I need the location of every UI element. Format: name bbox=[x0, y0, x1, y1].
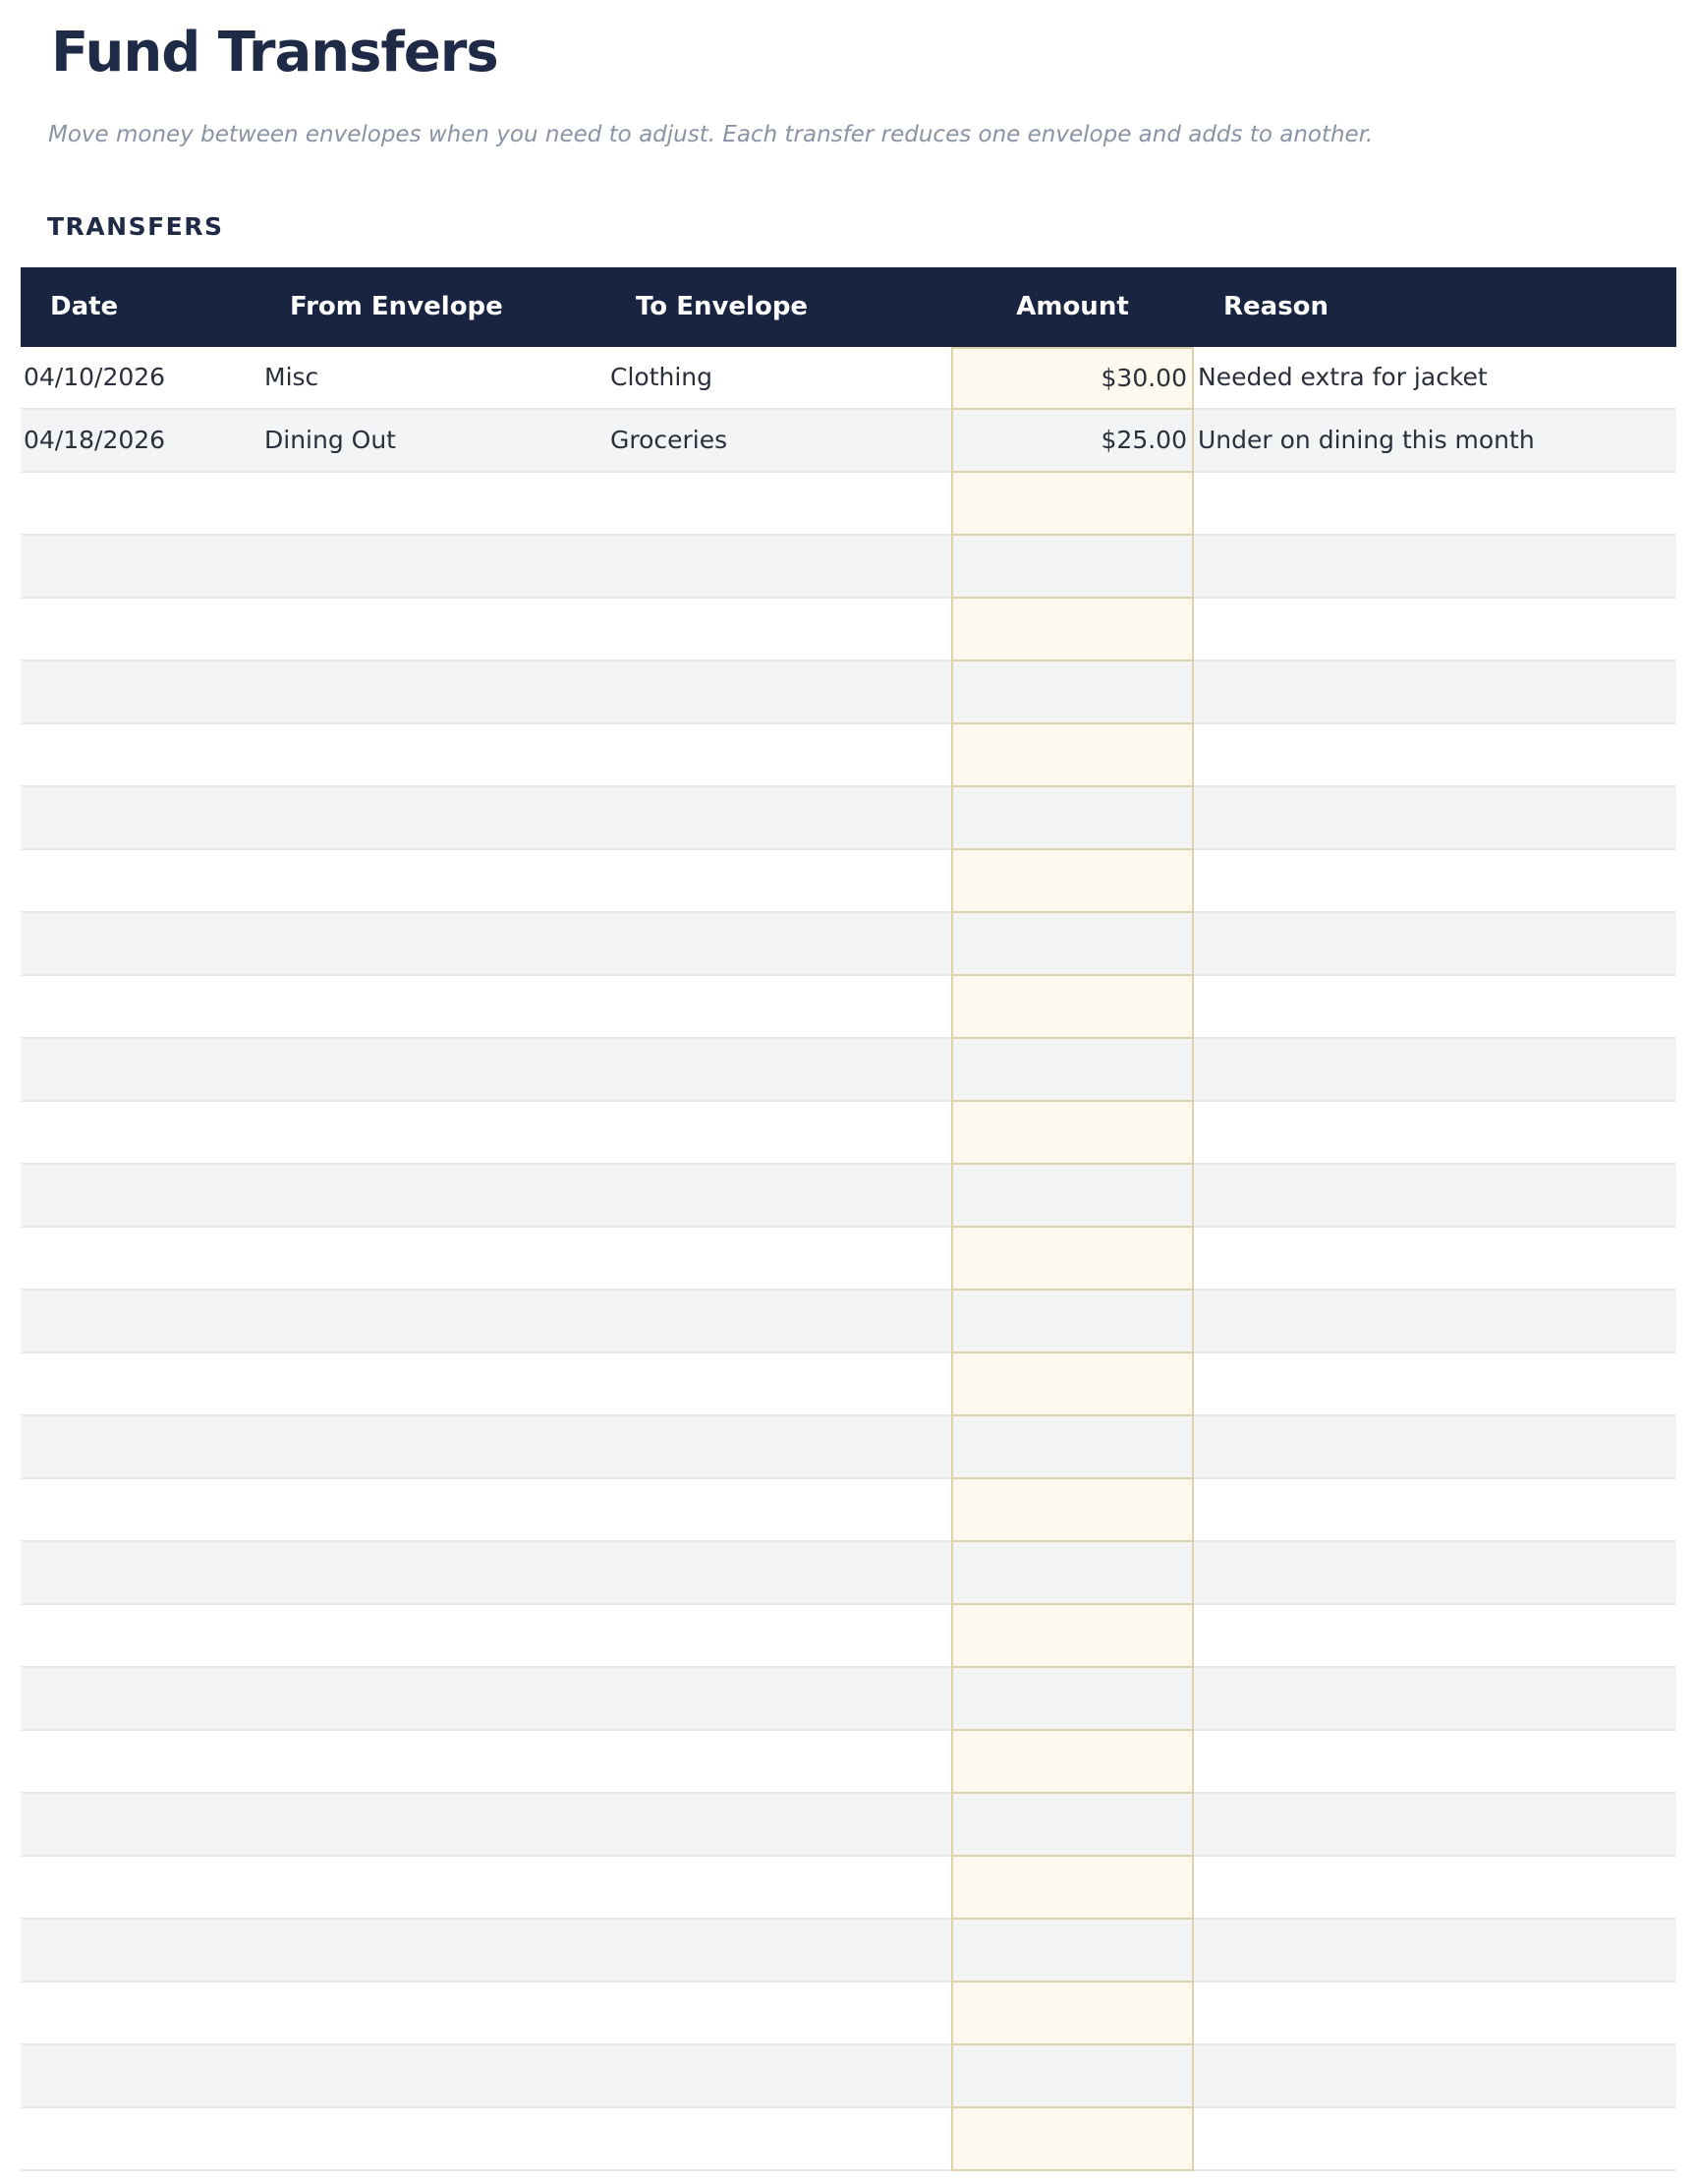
empty-transfer-row bbox=[21, 1291, 1676, 1353]
reason-cell bbox=[1194, 536, 1676, 599]
to-envelope-cell bbox=[606, 1102, 951, 1165]
to-envelope-cell: Clothing bbox=[606, 347, 951, 410]
from-envelope-cell bbox=[260, 1479, 606, 1542]
amount-cell[interactable] bbox=[951, 976, 1194, 1039]
reason-cell bbox=[1194, 1983, 1676, 2045]
to-envelope-cell bbox=[606, 661, 951, 724]
from-envelope-cell bbox=[260, 1983, 606, 2045]
date-cell bbox=[21, 850, 260, 913]
amount-cell[interactable] bbox=[951, 913, 1194, 976]
empty-transfer-row bbox=[21, 1983, 1676, 2045]
date-cell bbox=[21, 976, 260, 1039]
reason-cell bbox=[1194, 1416, 1676, 1479]
empty-transfer-row bbox=[21, 1605, 1676, 1668]
amount-cell[interactable] bbox=[951, 724, 1194, 787]
to-envelope-cell bbox=[606, 2108, 951, 2171]
amount-cell[interactable] bbox=[951, 661, 1194, 724]
empty-transfer-row bbox=[21, 724, 1676, 787]
from-envelope-cell bbox=[260, 1102, 606, 1165]
reason-cell bbox=[1194, 661, 1676, 724]
column-header-from-envelope: From Envelope bbox=[260, 267, 606, 347]
amount-cell[interactable] bbox=[951, 1353, 1194, 1416]
transfer-row bbox=[21, 410, 1676, 473]
empty-transfer-row bbox=[21, 1228, 1676, 1291]
reason-cell bbox=[1194, 787, 1676, 850]
reason-cell bbox=[1194, 1857, 1676, 1920]
from-envelope-cell bbox=[260, 913, 606, 976]
empty-transfer-row bbox=[21, 1731, 1676, 1794]
amount-cell[interactable] bbox=[951, 1479, 1194, 1542]
empty-transfer-row bbox=[21, 976, 1676, 1039]
reason-cell bbox=[1194, 976, 1676, 1039]
date-cell bbox=[21, 1983, 260, 2045]
reason-cell bbox=[1194, 1291, 1676, 1353]
amount-cell[interactable] bbox=[951, 1920, 1194, 1983]
to-envelope-cell bbox=[606, 1228, 951, 1291]
from-envelope-cell bbox=[260, 850, 606, 913]
from-envelope-cell bbox=[260, 1731, 606, 1794]
date-cell bbox=[21, 913, 260, 976]
amount-cell[interactable] bbox=[951, 599, 1194, 661]
to-envelope-cell bbox=[606, 1353, 951, 1416]
reason-cell bbox=[1194, 1920, 1676, 1983]
date-cell bbox=[21, 1668, 260, 1731]
reason-cell bbox=[1194, 1731, 1676, 1794]
to-envelope-cell bbox=[606, 473, 951, 536]
amount-cell[interactable]: $25.00 bbox=[951, 410, 1194, 473]
column-header-reason: Reason bbox=[1194, 267, 1676, 347]
empty-transfer-row bbox=[21, 1479, 1676, 1542]
reason-cell bbox=[1194, 2108, 1676, 2171]
from-envelope-cell bbox=[260, 787, 606, 850]
empty-transfer-row bbox=[21, 1668, 1676, 1731]
reason-cell bbox=[1194, 850, 1676, 913]
to-envelope-cell bbox=[606, 1291, 951, 1353]
date-cell bbox=[21, 1165, 260, 1228]
from-envelope-cell bbox=[260, 1416, 606, 1479]
from-envelope-cell bbox=[260, 1794, 606, 1857]
reason-cell bbox=[1194, 1542, 1676, 1605]
from-envelope-cell bbox=[260, 1920, 606, 1983]
empty-transfer-row bbox=[21, 1416, 1676, 1479]
from-envelope-cell bbox=[260, 976, 606, 1039]
empty-transfer-row bbox=[21, 1920, 1676, 1983]
reason-cell bbox=[1194, 724, 1676, 787]
date-cell: 04/18/2026 bbox=[21, 410, 260, 473]
amount-cell[interactable] bbox=[951, 1542, 1194, 1605]
amount-cell[interactable] bbox=[951, 2108, 1194, 2171]
empty-transfer-row bbox=[21, 787, 1676, 850]
date-cell bbox=[21, 1605, 260, 1668]
table-body bbox=[21, 347, 1676, 2171]
section-label: TRANSFERS bbox=[47, 212, 224, 242]
table-header-row bbox=[21, 267, 1676, 347]
date-cell bbox=[21, 1039, 260, 1102]
date-cell bbox=[21, 2045, 260, 2108]
to-envelope-cell bbox=[606, 1039, 951, 1102]
reason-cell bbox=[1194, 599, 1676, 661]
page-subtitle: Move money between envelopes when you need to adjust. Each transfer reduces one envelope and adds to another. bbox=[48, 122, 1374, 148]
column-header-date: Date bbox=[21, 267, 260, 347]
to-envelope-cell bbox=[606, 1479, 951, 1542]
amount-cell[interactable] bbox=[951, 1668, 1194, 1731]
reason-cell bbox=[1194, 1479, 1676, 1542]
to-envelope-cell bbox=[606, 1165, 951, 1228]
to-envelope-cell bbox=[606, 1920, 951, 1983]
empty-transfer-row bbox=[21, 2108, 1676, 2171]
from-envelope-cell bbox=[260, 1857, 606, 1920]
date-cell bbox=[21, 787, 260, 850]
amount-cell[interactable] bbox=[951, 1983, 1194, 2045]
date-cell bbox=[21, 1920, 260, 1983]
reason-cell bbox=[1194, 1165, 1676, 1228]
empty-transfer-row bbox=[21, 850, 1676, 913]
from-envelope-cell bbox=[260, 599, 606, 661]
date-cell bbox=[21, 1479, 260, 1542]
date-cell bbox=[21, 1857, 260, 1920]
to-envelope-cell bbox=[606, 1983, 951, 2045]
transfers-table bbox=[21, 267, 1676, 2171]
empty-transfer-row bbox=[21, 1542, 1676, 1605]
amount-cell[interactable] bbox=[951, 536, 1194, 599]
date-cell bbox=[21, 1794, 260, 1857]
reason-cell bbox=[1194, 2045, 1676, 2108]
from-envelope-cell bbox=[260, 1605, 606, 1668]
amount-cell[interactable] bbox=[951, 1857, 1194, 1920]
amount-cell[interactable]: $30.00 bbox=[951, 347, 1194, 410]
to-envelope-cell bbox=[606, 976, 951, 1039]
reason-cell bbox=[1194, 1039, 1676, 1102]
amount-cell[interactable] bbox=[951, 2045, 1194, 2108]
transfer-row bbox=[21, 347, 1676, 410]
to-envelope-cell bbox=[606, 850, 951, 913]
date-cell bbox=[21, 1416, 260, 1479]
reason-cell bbox=[1194, 1102, 1676, 1165]
reason-cell bbox=[1194, 473, 1676, 536]
amount-cell[interactable] bbox=[951, 473, 1194, 536]
from-envelope-cell bbox=[260, 661, 606, 724]
date-cell bbox=[21, 1228, 260, 1291]
empty-transfer-row bbox=[21, 913, 1676, 976]
to-envelope-cell bbox=[606, 724, 951, 787]
amount-cell[interactable] bbox=[951, 1605, 1194, 1668]
date-cell bbox=[21, 473, 260, 536]
amount-cell[interactable] bbox=[951, 1039, 1194, 1102]
to-envelope-cell bbox=[606, 1416, 951, 1479]
from-envelope-cell bbox=[260, 1228, 606, 1291]
to-envelope-cell bbox=[606, 1794, 951, 1857]
date-cell bbox=[21, 724, 260, 787]
date-cell bbox=[21, 536, 260, 599]
amount-cell[interactable] bbox=[951, 787, 1194, 850]
date-cell: 04/10/2026 bbox=[21, 347, 260, 410]
to-envelope-cell bbox=[606, 1731, 951, 1794]
empty-transfer-row bbox=[21, 536, 1676, 599]
empty-transfer-row bbox=[21, 661, 1676, 724]
from-envelope-cell bbox=[260, 536, 606, 599]
reason-cell bbox=[1194, 1228, 1676, 1291]
amount-cell[interactable] bbox=[951, 1416, 1194, 1479]
to-envelope-cell bbox=[606, 1668, 951, 1731]
empty-transfer-row bbox=[21, 2045, 1676, 2108]
date-cell bbox=[21, 1731, 260, 1794]
to-envelope-cell bbox=[606, 1542, 951, 1605]
amount-cell[interactable] bbox=[951, 1165, 1194, 1228]
to-envelope-cell: Groceries bbox=[606, 410, 951, 473]
to-envelope-cell bbox=[606, 2045, 951, 2108]
to-envelope-cell bbox=[606, 599, 951, 661]
amount-cell[interactable] bbox=[951, 1228, 1194, 1291]
column-header-to-envelope: To Envelope bbox=[606, 267, 951, 347]
date-cell bbox=[21, 599, 260, 661]
reason-cell: Needed extra for jacket bbox=[1194, 347, 1676, 410]
from-envelope-cell bbox=[260, 724, 606, 787]
reason-cell: Under on dining this month bbox=[1194, 410, 1676, 473]
from-envelope-cell bbox=[260, 473, 606, 536]
date-cell bbox=[21, 1102, 260, 1165]
reason-cell bbox=[1194, 1353, 1676, 1416]
from-envelope-cell bbox=[260, 1542, 606, 1605]
from-envelope-cell: Misc bbox=[260, 347, 606, 410]
to-envelope-cell bbox=[606, 536, 951, 599]
from-envelope-cell bbox=[260, 1165, 606, 1228]
empty-transfer-row bbox=[21, 473, 1676, 536]
amount-cell[interactable] bbox=[951, 1102, 1194, 1165]
empty-transfer-row bbox=[21, 1165, 1676, 1228]
reason-cell bbox=[1194, 1794, 1676, 1857]
reason-cell bbox=[1194, 1668, 1676, 1731]
amount-cell[interactable] bbox=[951, 1731, 1194, 1794]
from-envelope-cell bbox=[260, 1668, 606, 1731]
from-envelope-cell bbox=[260, 1039, 606, 1102]
empty-transfer-row bbox=[21, 1102, 1676, 1165]
to-envelope-cell bbox=[606, 787, 951, 850]
from-envelope-cell bbox=[260, 2045, 606, 2108]
from-envelope-cell: Dining Out bbox=[260, 410, 606, 473]
date-cell bbox=[21, 1291, 260, 1353]
column-header-amount: Amount bbox=[951, 267, 1194, 347]
empty-transfer-row bbox=[21, 599, 1676, 661]
date-cell bbox=[21, 2108, 260, 2171]
amount-cell[interactable] bbox=[951, 1291, 1194, 1353]
empty-transfer-row bbox=[21, 1039, 1676, 1102]
from-envelope-cell bbox=[260, 1291, 606, 1353]
amount-cell[interactable] bbox=[951, 1794, 1194, 1857]
empty-transfer-row bbox=[21, 1353, 1676, 1416]
empty-transfer-row bbox=[21, 1857, 1676, 1920]
date-cell bbox=[21, 1542, 260, 1605]
reason-cell bbox=[1194, 1605, 1676, 1668]
amount-cell[interactable] bbox=[951, 850, 1194, 913]
from-envelope-cell bbox=[260, 2108, 606, 2171]
from-envelope-cell bbox=[260, 1353, 606, 1416]
empty-transfer-row bbox=[21, 1794, 1676, 1857]
to-envelope-cell bbox=[606, 1605, 951, 1668]
date-cell bbox=[21, 1353, 260, 1416]
reason-cell bbox=[1194, 913, 1676, 976]
to-envelope-cell bbox=[606, 913, 951, 976]
date-cell bbox=[21, 661, 260, 724]
to-envelope-cell bbox=[606, 1857, 951, 1920]
page-title: Fund Transfers bbox=[51, 21, 498, 85]
